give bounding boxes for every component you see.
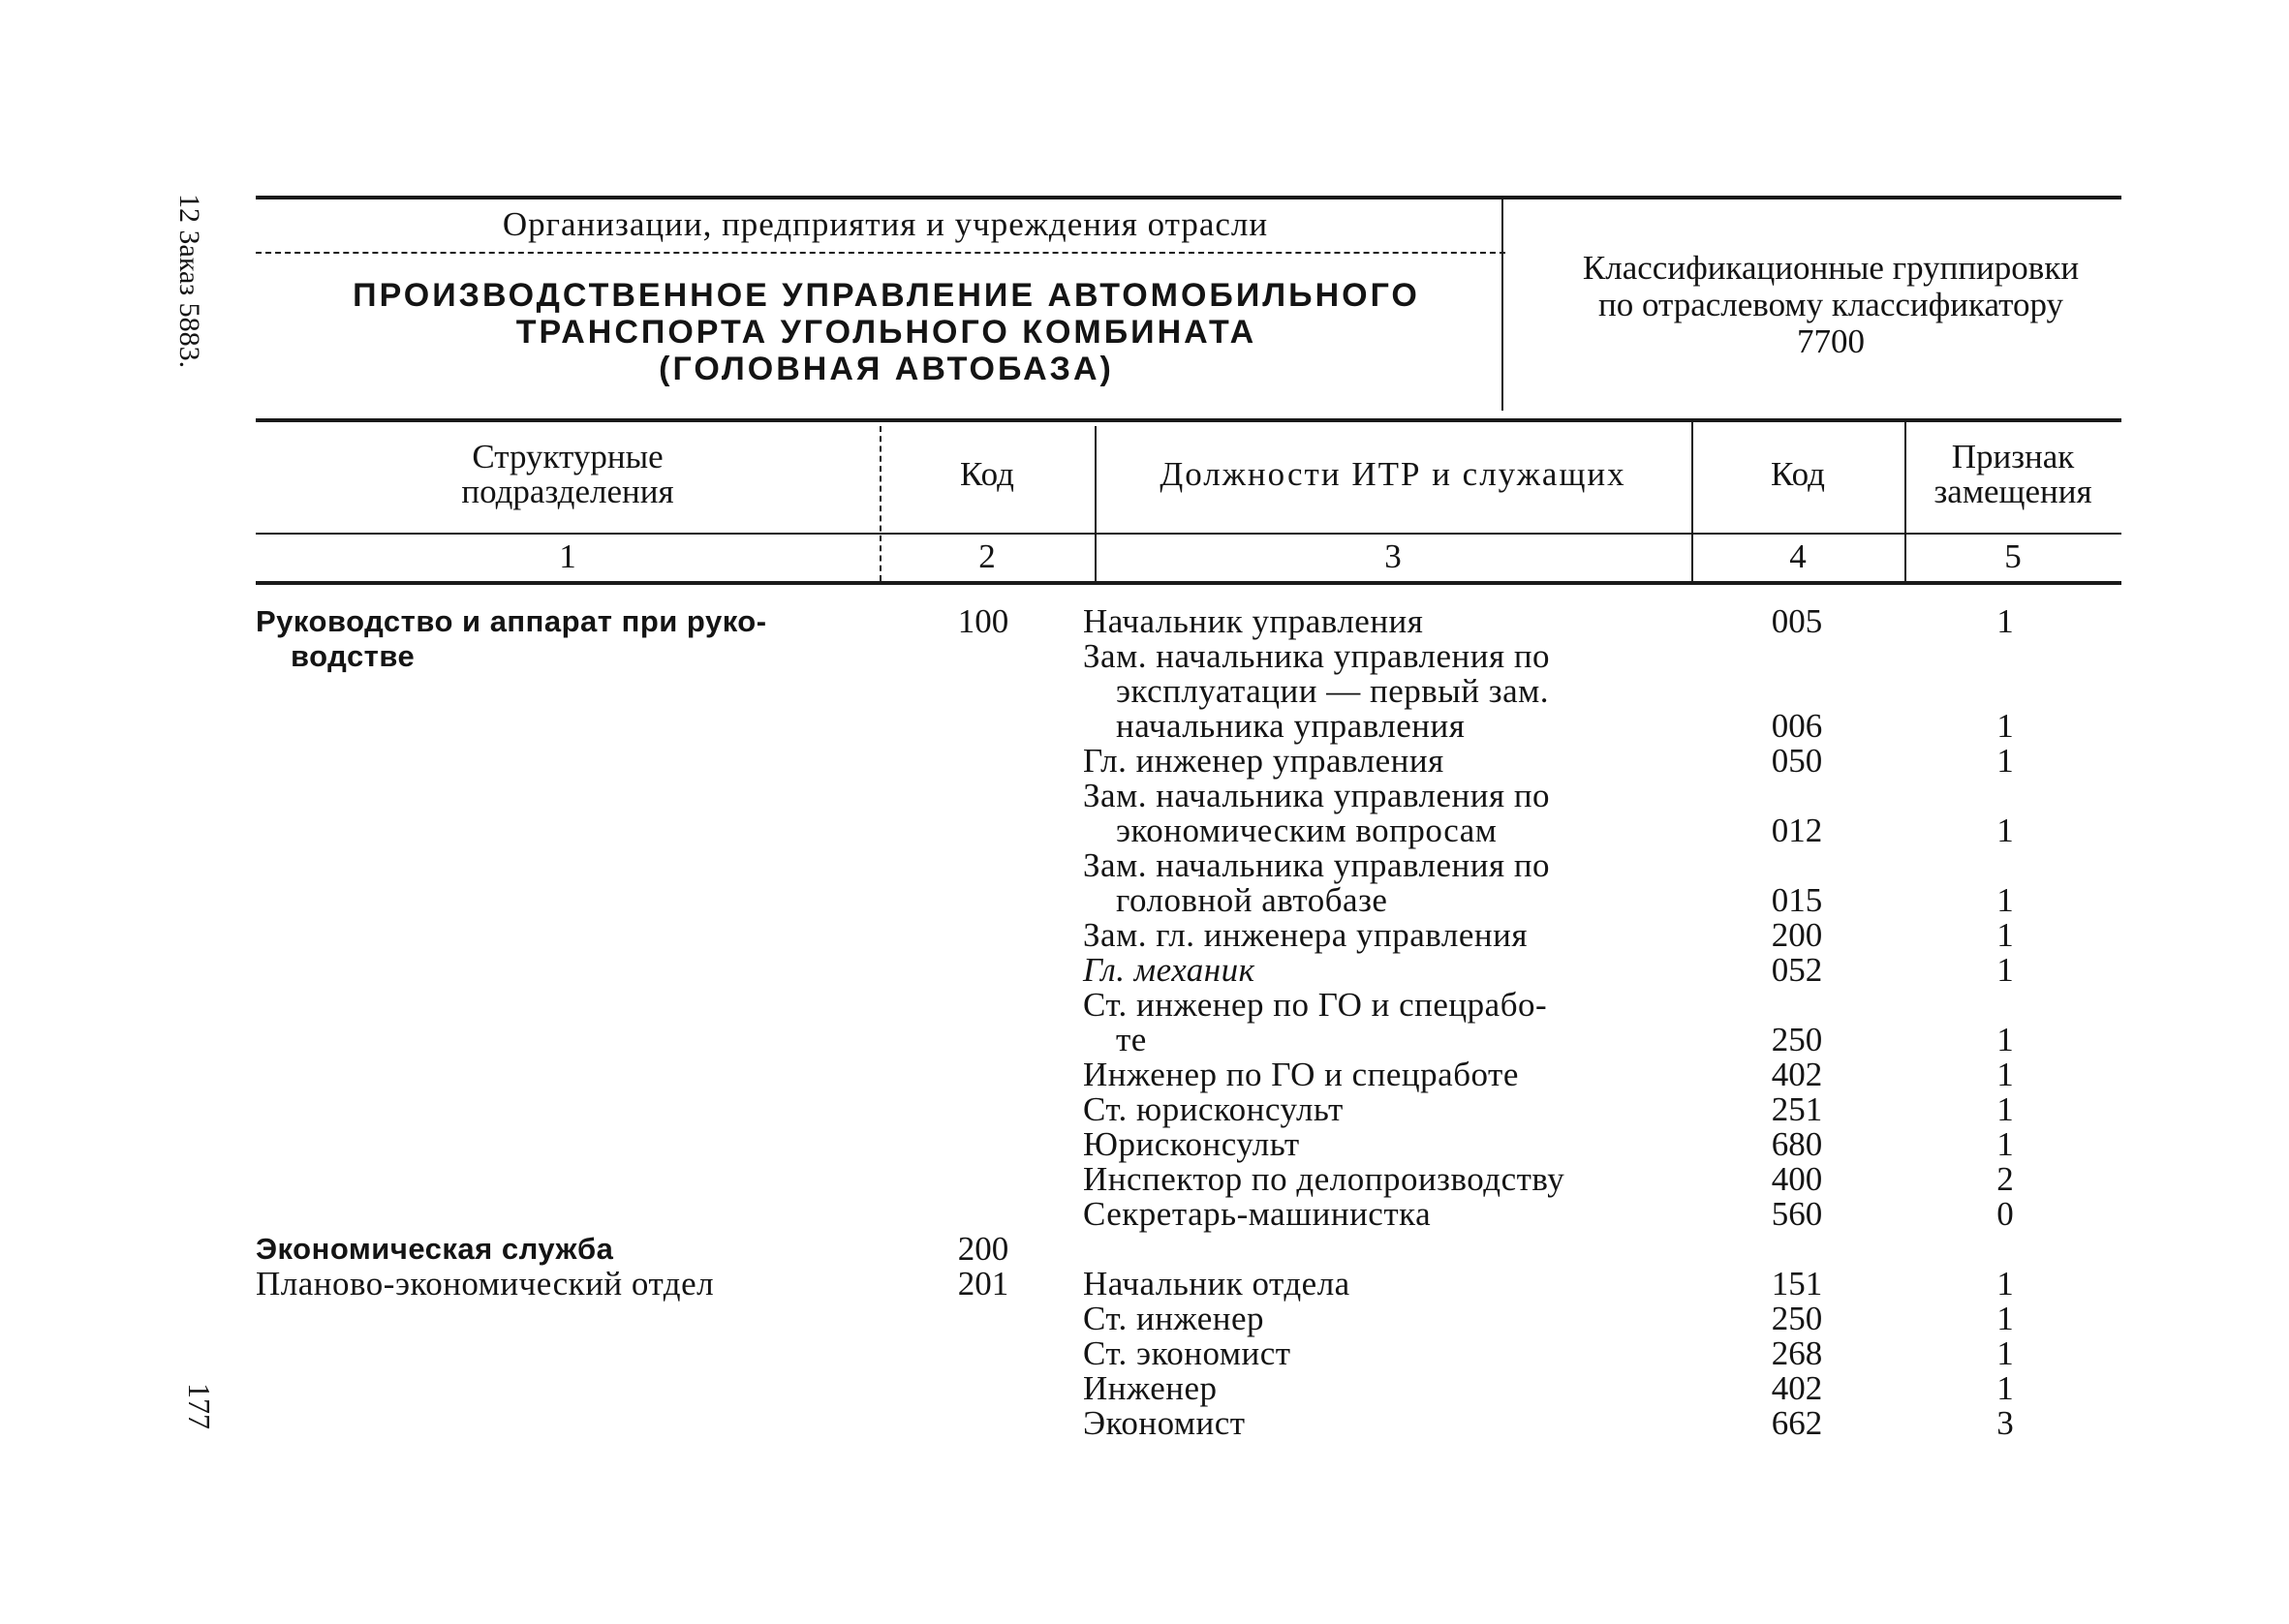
position-code: 151	[1771, 1265, 1823, 1302]
header-mid-rule	[256, 533, 2121, 535]
position-code: 402	[1771, 1056, 1823, 1093]
column-header-replacement-sign	[1904, 440, 2121, 509]
column-header-line: Код	[1771, 455, 1825, 493]
column-number: 2	[978, 537, 996, 575]
position-title: Гл. инженер управления	[1083, 742, 1444, 780]
replacement-sign: 1	[1996, 742, 2014, 780]
position-title: Зам. гл. инженера управления	[1083, 916, 1528, 954]
position-code: 050	[1771, 742, 1823, 780]
position-code: 005	[1771, 602, 1823, 640]
position-code: 200	[1771, 916, 1823, 954]
unit-name: Руководство и аппарат при руко-	[256, 604, 767, 638]
replacement-sign: 1	[1996, 916, 2014, 954]
position-title-continued: те	[1116, 1021, 1147, 1058]
position-code: 012	[1771, 812, 1823, 849]
unit-name: Экономическая служба	[256, 1232, 614, 1266]
column-header-units	[256, 440, 880, 509]
position-title: Инженер по ГО и спецработе	[1083, 1056, 1519, 1093]
position-code: 402	[1771, 1369, 1823, 1407]
replacement-sign: 2	[1996, 1160, 2014, 1198]
replacement-sign: 1	[1996, 1125, 2014, 1163]
position-title: Начальник отдела	[1083, 1265, 1350, 1302]
replacement-sign: 3	[1996, 1404, 2014, 1442]
position-code: 250	[1771, 1021, 1823, 1058]
column-number: 4	[1789, 537, 1807, 575]
position-title: Начальник управления	[1083, 602, 1424, 640]
organization-name-line: ПРОИЗВОДСТВЕННОЕ УПРАВЛЕНИЕ АВТОМОБИЛЬНОГО	[353, 277, 1420, 314]
position-code: 006	[1771, 707, 1823, 745]
column-number: 5	[2004, 537, 2022, 575]
position-title: Экономист	[1083, 1404, 1246, 1442]
position-title: Зам. начальника управления по	[1083, 777, 1551, 814]
side-note-page-number: 177	[182, 1383, 217, 1429]
position-code: 680	[1771, 1125, 1823, 1163]
position-code: 052	[1771, 951, 1823, 989]
replacement-sign: 1	[1996, 1300, 2014, 1337]
position-code: 268	[1771, 1334, 1823, 1372]
replacement-sign: 1	[1996, 951, 2014, 989]
classification-note	[1535, 250, 2126, 360]
classification-line: 7700	[1797, 322, 1865, 360]
column-header-line: подразделения	[461, 473, 674, 510]
position-title: Гл. механик	[1083, 951, 1255, 989]
position-code: 251	[1771, 1090, 1823, 1128]
top-rule	[256, 196, 2121, 199]
unit-name-continued: водстве	[291, 639, 416, 673]
position-code: 250	[1771, 1300, 1823, 1337]
position-title: Ст. инженер по ГО и спецрабо-	[1083, 986, 1548, 1024]
column-number: 3	[1384, 537, 1402, 575]
replacement-sign: 1	[1996, 707, 2014, 745]
position-title-continued: эксплуатации — первый зам.	[1116, 672, 1550, 710]
side-note-order: 12 Заказ 5883.	[173, 194, 205, 369]
replacement-sign: 0	[1996, 1195, 2014, 1233]
position-code: 560	[1771, 1195, 1823, 1233]
column-header-line: Структурные	[472, 438, 664, 475]
position-code: 400	[1771, 1160, 1823, 1198]
position-title: Зам. начальника управления по	[1083, 846, 1551, 884]
replacement-sign: 1	[1996, 1334, 2014, 1372]
replacement-sign: 1	[1996, 1021, 2014, 1058]
org-category-label: Организации, предприятия и учреждения отрасли	[502, 205, 1269, 243]
position-title: Ст. инженер	[1083, 1300, 1265, 1337]
position-title: Юрисконсульт	[1083, 1125, 1300, 1163]
column-number: 1	[559, 537, 576, 575]
unit-code: 201	[957, 1265, 1009, 1302]
organization-name-line: (ГОЛОВНАЯ АВТОБАЗА)	[659, 351, 1114, 387]
column-header-code	[880, 457, 1095, 492]
position-title-continued: начальника управления	[1116, 707, 1466, 745]
classification-line: по отраслевому классификатору	[1597, 286, 2064, 323]
replacement-sign: 1	[1996, 1056, 2014, 1093]
column-header-position-code	[1691, 457, 1904, 492]
unit-name: Планово-экономический отдел	[256, 1265, 715, 1302]
column-header-line: Код	[960, 455, 1014, 493]
position-title: Секретарь-машинистка	[1083, 1195, 1432, 1233]
position-code: 662	[1771, 1404, 1823, 1442]
org-line-rule	[256, 252, 1505, 254]
position-title: Ст. экономист	[1083, 1334, 1291, 1372]
organization-name	[281, 277, 1492, 387]
replacement-sign: 1	[1996, 881, 2014, 919]
position-title: Инспектор по делопроизводству	[1083, 1160, 1565, 1198]
replacement-sign: 1	[1996, 602, 2014, 640]
position-title: Зам. начальника управления по	[1083, 637, 1551, 675]
table-head-bottom-rule	[256, 581, 2121, 585]
position-title-continued: головной автобазе	[1116, 881, 1388, 919]
replacement-sign: 1	[1996, 1090, 2014, 1128]
unit-code: 200	[957, 1230, 1009, 1268]
position-title-continued: экономическим вопросам	[1116, 812, 1498, 849]
column-header-line: Признак	[1951, 438, 2075, 475]
position-code: 015	[1771, 881, 1823, 919]
unit-code: 100	[957, 602, 1009, 640]
column-header-line: Должности ИТР и служащих	[1160, 455, 1626, 493]
position-title: Инженер	[1083, 1369, 1218, 1407]
header-bottom-rule	[256, 418, 2121, 422]
replacement-sign: 1	[1996, 1265, 2014, 1302]
column-header-positions	[1095, 457, 1691, 492]
replacement-sign: 1	[1996, 812, 2014, 849]
replacement-sign: 1	[1996, 1369, 2014, 1407]
position-title: Ст. юрисконсульт	[1083, 1090, 1344, 1128]
organization-name-line: ТРАНСПОРТА УГОЛЬНОГО КОМБИНАТА	[515, 314, 1257, 351]
classification-line: Классификационные группировки	[1582, 249, 2080, 287]
column-header-line: замещения	[1933, 473, 2092, 510]
